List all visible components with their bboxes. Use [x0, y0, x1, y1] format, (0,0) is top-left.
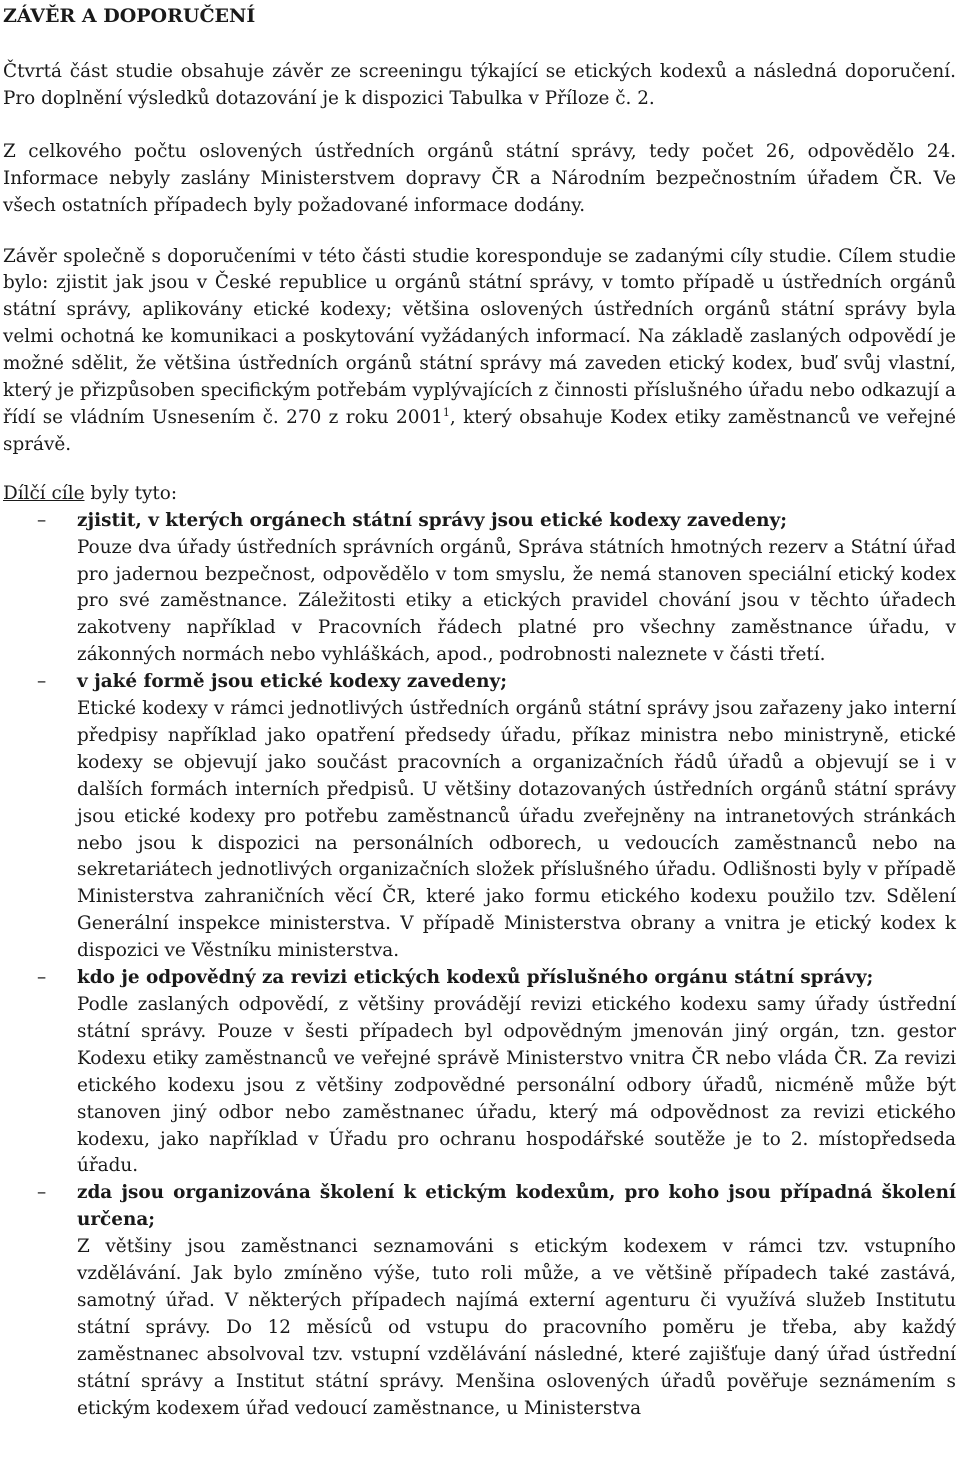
goal-text: Etické kodexy v rámci jednotlivých ústředních orgánů státní správy jsou zařazeny jako interní předpisy například jako opatření předsedy úřadu, příkaz ministra nebo ministryně, etické kodexy se objevují jako součást pracovních a organizačních řádů úřadů a objevují se i v dalších formách interních předpisů. U většiny dotazovaných ústředních orgánů státní správy jsou etické kodexy pro potřebu zaměstnanců úřadu zveřejněny na intranetových stránkách nebo jsou k dispozici na personálních odborech, u vedoucích zaměstnanců nebo na sekretariátech jednotlivých organizačních složek příslušného úřadu. Odlišnosti byly v případě Ministerstva zahraničních věcí ČR, které jako formu etického kodexu použilo tzv. Sdělení Generální inspekce ministerstva. V případě Ministerstva obrany a vnitra je etický kodex k dispozici ve Věstníku ministerstva.: [77, 698, 956, 962]
goal-text: Z většiny jsou zaměstnanci seznamováni s etickým kodexem v rámci tzv. vstupního vzdělávání. Jak bylo zmíněno výše, tuto roli může, a ve většině případech také zastává, samotný úřad. V některých případech najímá externí agenturu či využívá služeb Institutu státní správy. Do 12 měsíců od vstupu do pracovního poměru je třeba, aby každý zaměstnanec absolvoval tzv. vstupní vzdělávání následné, které zajišťuje daný úřad ústřední státní správy a Institut státní správy. Menšina oslovených úřadů pověřuje seznámením s etickým kodexem úřad vedoucí zaměstnance, u Ministerstva: [77, 1236, 956, 1419]
goal-title: zda jsou organizována školení k etickým kodexům, pro koho jsou případná školení určena;: [77, 1182, 956, 1231]
list-item: [3, 508, 956, 669]
list-dash: –: [37, 967, 47, 989]
summary-paragraph: [3, 244, 956, 459]
goal-text: Pouze dva úřady ústředních správních orgánů, Správa státních hmotných rezerv a Státní úřad pro jadernou bezpečnost, odpovědělo v tom smyslu, že nemá stanoven speciální etický kodex pro své zaměstnance. Záležitosti etiky a etických pravidel chování jsou v těchto úřadech zakotveny například v Pracovních řádech platné pro všechny zaměstnance úřadu, v zákonných normách nebo vyhláškách, apod., podrobnosti naleznete v části třetí.: [77, 536, 956, 666]
summary-main-text: Závěr společně s doporučeními v této části studie koresponduje se zadanými cíly studie. Cílem studie bylo: zjistit jak jsou v České republice u orgánů státní správy, v tomto případě u ústředních orgánů státní správy, aplikovány etické kodexy; většina oslovených ústředních orgánů státní správy byla velmi ochotná ke komunikaci a poskytování vyžádaných informací. Na základě zaslaných odpovědí je možné sdělit, že většina ústředních orgánů státní správy má zaveden etický kodex, buď svůj vlastní, který je přizpůsoben specifickým potřebám vyplývajících z činnosti příslušného úřadu nebo odkazují a řídí se vládním Usnesením č. 270 z roku 2001: [3, 245, 956, 428]
summary-end-text: , který obsahuje Kodex etiky zaměstnanců ve veřejné správě.: [3, 406, 956, 455]
intro-paragraph: Čtvrtá část studie obsahuje závěr ze screeningu týkající se etických kodexů a následná doporučení. Pro doplnění výsledků dotazování je k dispozici Tabulka v Příloze č. 2.: [3, 61, 956, 109]
subgoals-list: [3, 508, 956, 1423]
list-item: [3, 1180, 956, 1422]
list-dash: –: [37, 1182, 47, 1204]
footnote-reference: 1: [442, 405, 450, 419]
subgoals-suffix: byly tyto:: [84, 482, 178, 504]
goal-title: v jaké formě jsou etické kodexy zavedeny;: [77, 671, 507, 693]
section-heading: ZÁVĚR A DOPORUČENÍ: [3, 5, 256, 27]
goal-text: Podle zaslaných odpovědí, z většiny provádějí revizi etického kodexu samy úřady ústřední státní správy. Pouze v šesti případech byl odpovědným jmenován jiný orgán, tzn. gestor Kodexu etiky zaměstnanců ve veřejné správě Ministerstvo vnitra ČR nebo vláda ČR. Za revizi etického kodexu jsou z většiny zodpovědné personální odbory úřadů, nicméně může být stanoven jiný odbor nebo zaměstnanec úřadu, který má odpovědnost za revizi etického kodexu, jako například v Úřadu pro ochranu hospodářské soutěže je to 2. místopředseda úřadu.: [77, 994, 956, 1177]
list-dash: –: [37, 509, 47, 531]
responses-paragraph: Z celkového počtu oslovených ústředních orgánů státní správy, tedy počet 26, odpovědělo 24. Informace nebyly zaslány Ministerstvem dopravy ČR a Národním bezpečnostním úřadem ČR. Ve všech ostatních případech byly požadované informace dodány.: [3, 140, 956, 216]
subgoals-label: Dílčí cíle: [3, 482, 85, 504]
goal-title: kdo je odpovědný za revizi etických kodexů příslušného orgánu státní správy;: [77, 967, 874, 989]
list-item: [3, 669, 956, 965]
list-dash: –: [37, 671, 47, 693]
goal-title: zjistit, v kterých orgánech státní správy jsou etické kodexy zavedeny;: [77, 509, 788, 531]
subgoals-intro: [3, 481, 956, 508]
list-item: [3, 965, 956, 1180]
